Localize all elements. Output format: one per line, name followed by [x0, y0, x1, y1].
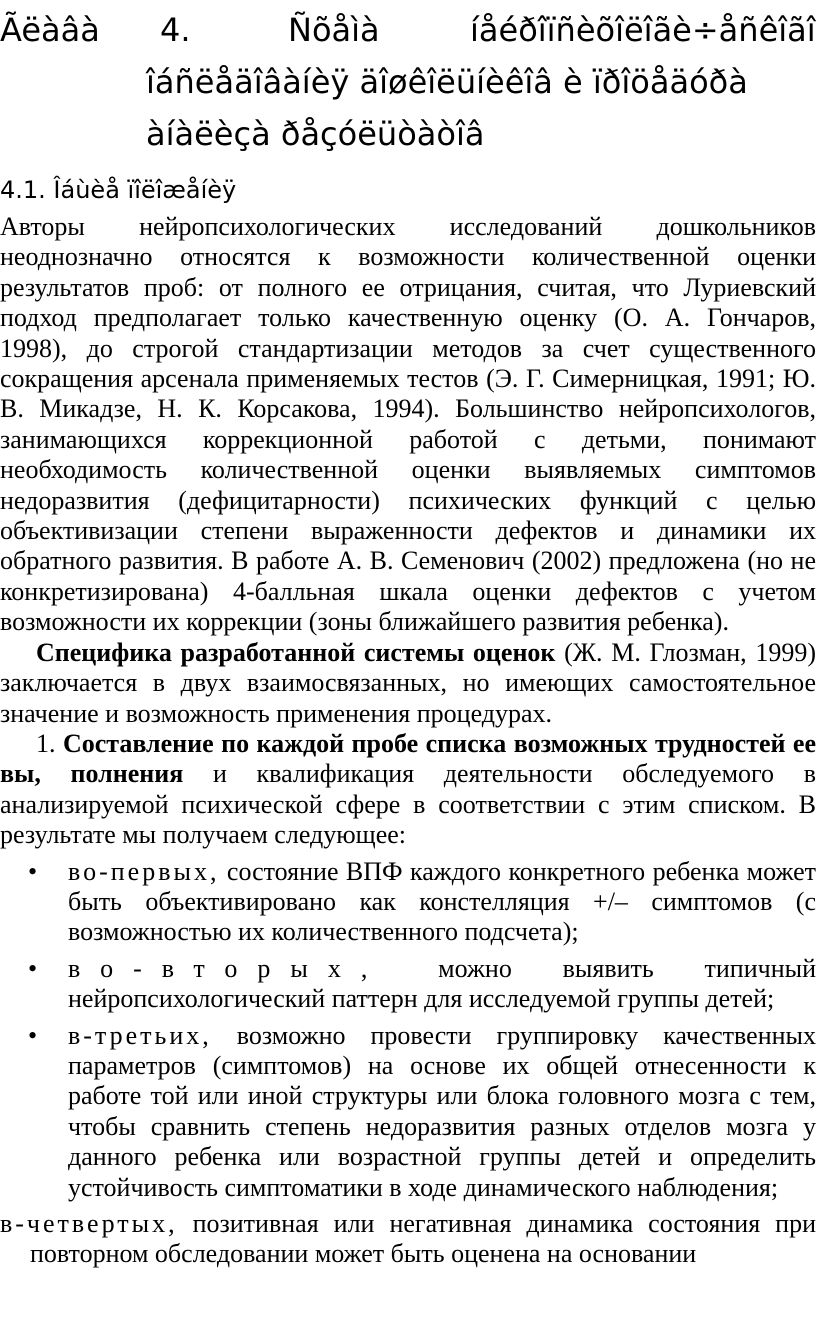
procedure-number: 1. — [36, 728, 56, 758]
body-text — [0, 212, 816, 1270]
chapter-heading-line-3 — [0, 108, 816, 160]
paragraph-specifics — [0, 638, 816, 729]
bullet-icon: • — [28, 1020, 38, 1050]
bullet-icon: • — [28, 953, 38, 983]
chapter-number: 4. — [160, 11, 191, 49]
results-list — [0, 857, 816, 1203]
list-item-lead: во-вторых, — [68, 953, 388, 983]
chapter-title-line-3: àíàëèçà ðåçóëüòàòîâ — [146, 115, 485, 153]
paragraph-fourth-lead: в-четвертых, — [0, 1209, 178, 1238]
section-heading: 4.1. Îáùèå ïîëîæåíèÿ — [0, 176, 237, 204]
paragraph-procedure-1 — [0, 729, 816, 851]
paragraph-intro: Авторы нейропсихологических исследований дошкольников неоднозначно относятся к возможности количественной оценки результатов проб: от полного ее отрицания, считая, что Луриевский подход предполагает только качественную оценку (О. А. Гончаров, 1998), до строгой стандартизации методов за счет существенного сокращения арсенала применяемых тестов (Э. Г. Симерницкая, 1991; Ю. В. Микадзе, Н. К. Корсакова, 1994). Большинство нейропсихологов, занимающихся коррекционной работой с детьми, понимают необходимость количественной оценки выявляемых симптомов недоразвития (дефицитарности) психических функций с целью объективизации степени выраженности дефектов и динамики их обратного развития. В работе А. В. Семенович (2002) предложена (но не конкретизирована) 4-балльная шкала оценки дефектов с учетом возможности их коррекции (зоны ближайшего развития ребенка). — [0, 212, 816, 637]
list-item — [28, 856, 816, 948]
paragraph-fourth-text: позитивная или негативная динамика состояния при повторном обследовании может быть оценена на основании — [30, 1209, 816, 1269]
chapter-title-word: Ñõåìà — [288, 11, 380, 49]
procedure-text: и квалификация деятельности обследуемого в анализируемой психической сфере в соответствии с этим списком. В результате мы получаем следующее: — [0, 759, 816, 850]
paragraph-specifics-bold: Специфика разработанной системы оценок — [36, 637, 556, 667]
list-item-text: возможно провести группировку качественных параметров (симптомов) на основе их общей отнесенности к работе той или иной структуры или блока головного мозга с тем, чтобы сравнить степень недоразвития разных отделов мозга у данного ребенка или возрастной группы детей и определить устойчивость симптоматики в ходе динамического наблюдения; — [68, 1020, 816, 1202]
list-item-lead: в-третьих, — [68, 1020, 212, 1050]
list-item-text: можно выявить типичный нейропсихологический паттерн для исследуемой группы детей; — [68, 953, 816, 1014]
chapter-title-line-2: îáñëåäîâàíèÿ äîøêîëüíèêîâ è ïðîöåäóðà — [146, 63, 748, 101]
chapter-label: Ãëàâà — [0, 11, 100, 49]
paragraph-specifics-text: (Ж. М. Глозман, 1999) заключается в двух взаимосвязанных, но имеющих самостоятельное значение и возможность применения процедурах. — [0, 637, 816, 728]
chapter-heading-line-1 — [0, 4, 816, 56]
list-item-text: состояние ВПФ каждого конкретного ребенка может быть объективировано как констелляция +/– симптомов (с возможностью их количественного подсчета); — [68, 856, 816, 947]
list-item — [28, 953, 816, 1015]
bullet-icon: • — [28, 856, 38, 886]
procedure-title: Составление по каждой пробе списка возможных трудностей ее вы, полнения — [0, 728, 816, 789]
list-item — [28, 1020, 816, 1203]
paragraph-fourth — [0, 1209, 816, 1270]
chapter-title-rest: íåéðîïñèõîëîãè÷åñêîãî — [470, 11, 816, 49]
chapter-heading — [0, 4, 816, 160]
list-item-lead: во-первых, — [68, 856, 220, 886]
chapter-heading-line-2 — [0, 56, 816, 108]
